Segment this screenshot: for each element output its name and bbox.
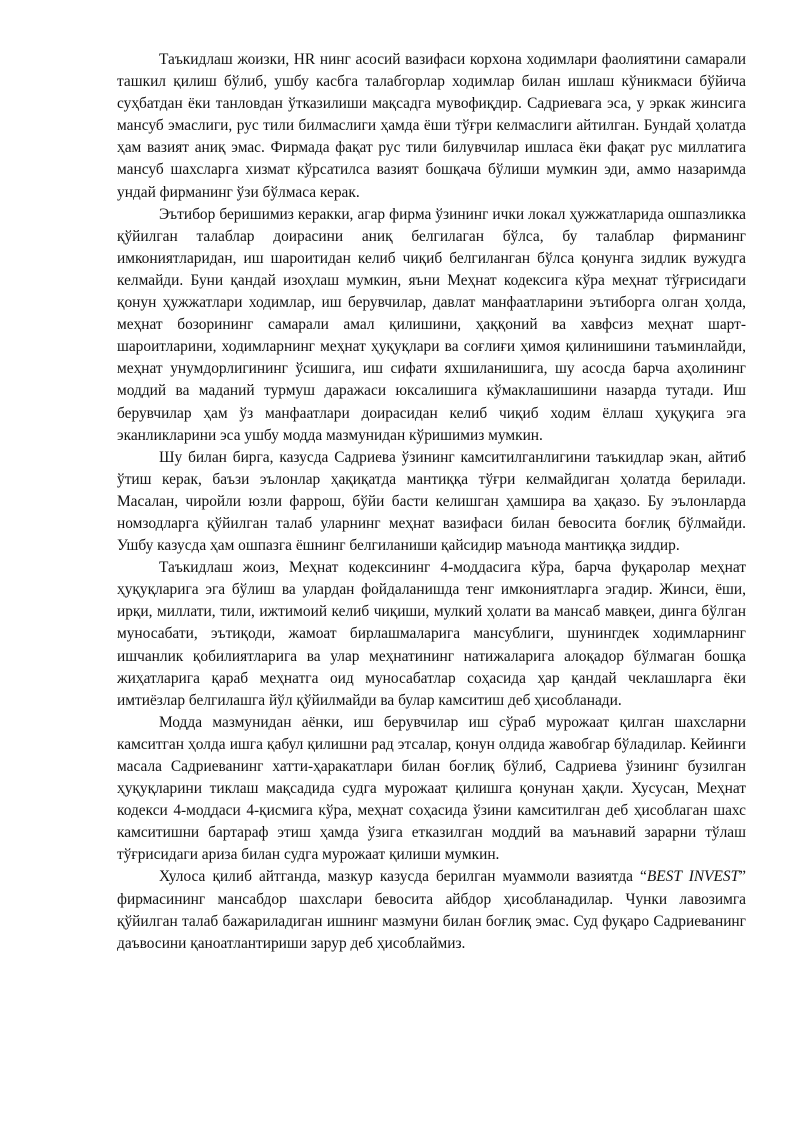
conclusion-text-end: ” фирмасининг мансабдор шахслари бевосита айбдор ҳисобланадилар. Чунки лавозимга қўйилган талаб бажариладиган ишнинг мазмуни билан боғлиқ эмас. Суд фуқаро Садриеванинг даъвосини қаноатлантириши зарур деб ҳисоблаймиз. bbox=[117, 868, 746, 952]
conclusion-text-start: Хулоса қилиб айтганда, мазкур казусда берилган муаммоли вазиятда “ bbox=[159, 868, 647, 886]
paragraph-conclusion bbox=[117, 866, 746, 954]
paragraph-court-appeal: Модда мазмунидан аёнки, иш берувчилар иш сўраб мурожаат қилган шахсларни камситган ҳолда ишга қабул қилишни рад этсалар, қонун олдида жавобгар бўладилар. Кейинги масала Садриеванинг хатти-ҳаракатлари билан боғлиқ бўлиб, Садриева ўзининг бузилган ҳуқуқларини тиклаш мақсадида судга мурожаат қилишга қонунан ҳақли. Хусусан, Меҳнат кодекси 4-моддаси 4-қисмига кўра, меҳнат соҳасида ўзини камситилган деб ҳисоблаган шахс камситишни бартараф этиш ҳамда ўзига етказилган моддий ва маънавий зарарни тўлаш тўғрисидаги ариза билан судга мурожаат қилиши мумкин. bbox=[117, 713, 746, 864]
company-name: BEST INVEST bbox=[646, 868, 740, 886]
paragraph-job-ads: Шу билан бирга, казусда Садриева ўзининг камситилганлигини таъкидлар экан, айтиб ўтиш керак, баъзи эълонлар ҳақиқатда мантиққа тўғри келмайдиган ҳолатда берилади. Масалан, чиройли юзли фаррош, бўйи басти келишган ҳамшира ва ҳақазо. Бу эълонларда номзодларга қўйилган талаб уларнинг меҳнат вазифаси билан бевосита боғлиқ бўлмайди. Ушбу казусда ҳам ошпазга ёшнинг белгиланиши қайсидир маънода мантиққа зиддир. bbox=[117, 448, 746, 555]
paragraph-hr-role: Таъкидлаш жоизки, HR нинг асосий вазифаси корхона ходимлари фаолиятини самарали ташкил қилиш бўлиб, ушбу касбга талабгорлар ходимлар билан ишлаш кўникмаси бўйича суҳбатдан ёки танловдан ўтказилиши мақсадга мувофиқдир. Садриевага эса, у эркак жинсига мансуб эмаслиги, рус тили билмаслиги ҳамда ёши тўғри келмаслиги айтилган. Бундай ҳолатда ҳам вазият аниқ эмас. Фирмада фақат рус тили билувчилар ишласа ёки фақат рус миллатига мансуб шахсларга хизмат кўрсатилса вазият бошқача бўлиши мумкин эди, аммо назаримда ундай фирманинг ўзи бўлмаса керак. bbox=[117, 51, 746, 201]
paragraph-labor-code-article-4: Таъкидлаш жоиз, Меҳнат кодексининг 4-моддасига кўра, барча фуқаролар меҳнат ҳуқуқларига эга бўлиш ва улардан фойдаланишда тенг имкониятларга эгадир. Жинси, ёши, ирқи, миллати, тили, ижтимоий келиб чиқиши, мулкий ҳолати ва мансаб мавқеи, динга бўлган муносабати, эътиқоди, жамоат бирлашмаларига мансублиги, шунингдек ходимларнинг ишчанлик қобилиятларига ва улар меҳнатининг натижаларига алоқадор бўлмаган бошқа жиҳатларига қараб меҳнатга оид муносабатлар соҳасида ҳар қандай чеклашларга ёки имтиёзлар белгилашга йўл қўйилмайди ва булар камситиш деб ҳисобланади. bbox=[117, 559, 746, 709]
paragraph-employer-rights: Эътибор беришимиз керакки, агар фирма ўзининг ички локал ҳужжатларида ошпазликка қўйилган талаблар доирасини аниқ белгилаган бўлса, бу талаблар фирманинг имкониятларидан, иш шароитидан келиб чиқиб белгиланган бўлса қонунга зидлик вужудга келмайди. Буни қандай изоҳлаш мумкин, яъни Меҳнат кодексига кўра меҳнат тўғрисидаги қонун ҳужжатлари ходимлар, иш берувчилар, давлат манфаатларини эътиборга олган ҳолда, меҳнат бозорининг самарали амал қилишини, ҳаққоний ва хавфсиз меҳнат шарт-шароитларини, ходимларнинг меҳнат ҳуқуқлари ва соғлиғи ҳимоя қилинишини таъминлайди, меҳнат унумдорлигининг ўсишига, иш сифати яхшиланишига, шу асосда барча аҳолининг моддий ва маданий турмуш даражаси юксалишига кўмаклашишини назарда тутади. Иш берувчилар ҳам ўз манфаатлари доирасидан келиб чиқиб ходим ёллаш ҳуқуқига эга эканликларини эса ушбу модда мазмунидан кўришимиз мумкин. bbox=[117, 205, 746, 444]
